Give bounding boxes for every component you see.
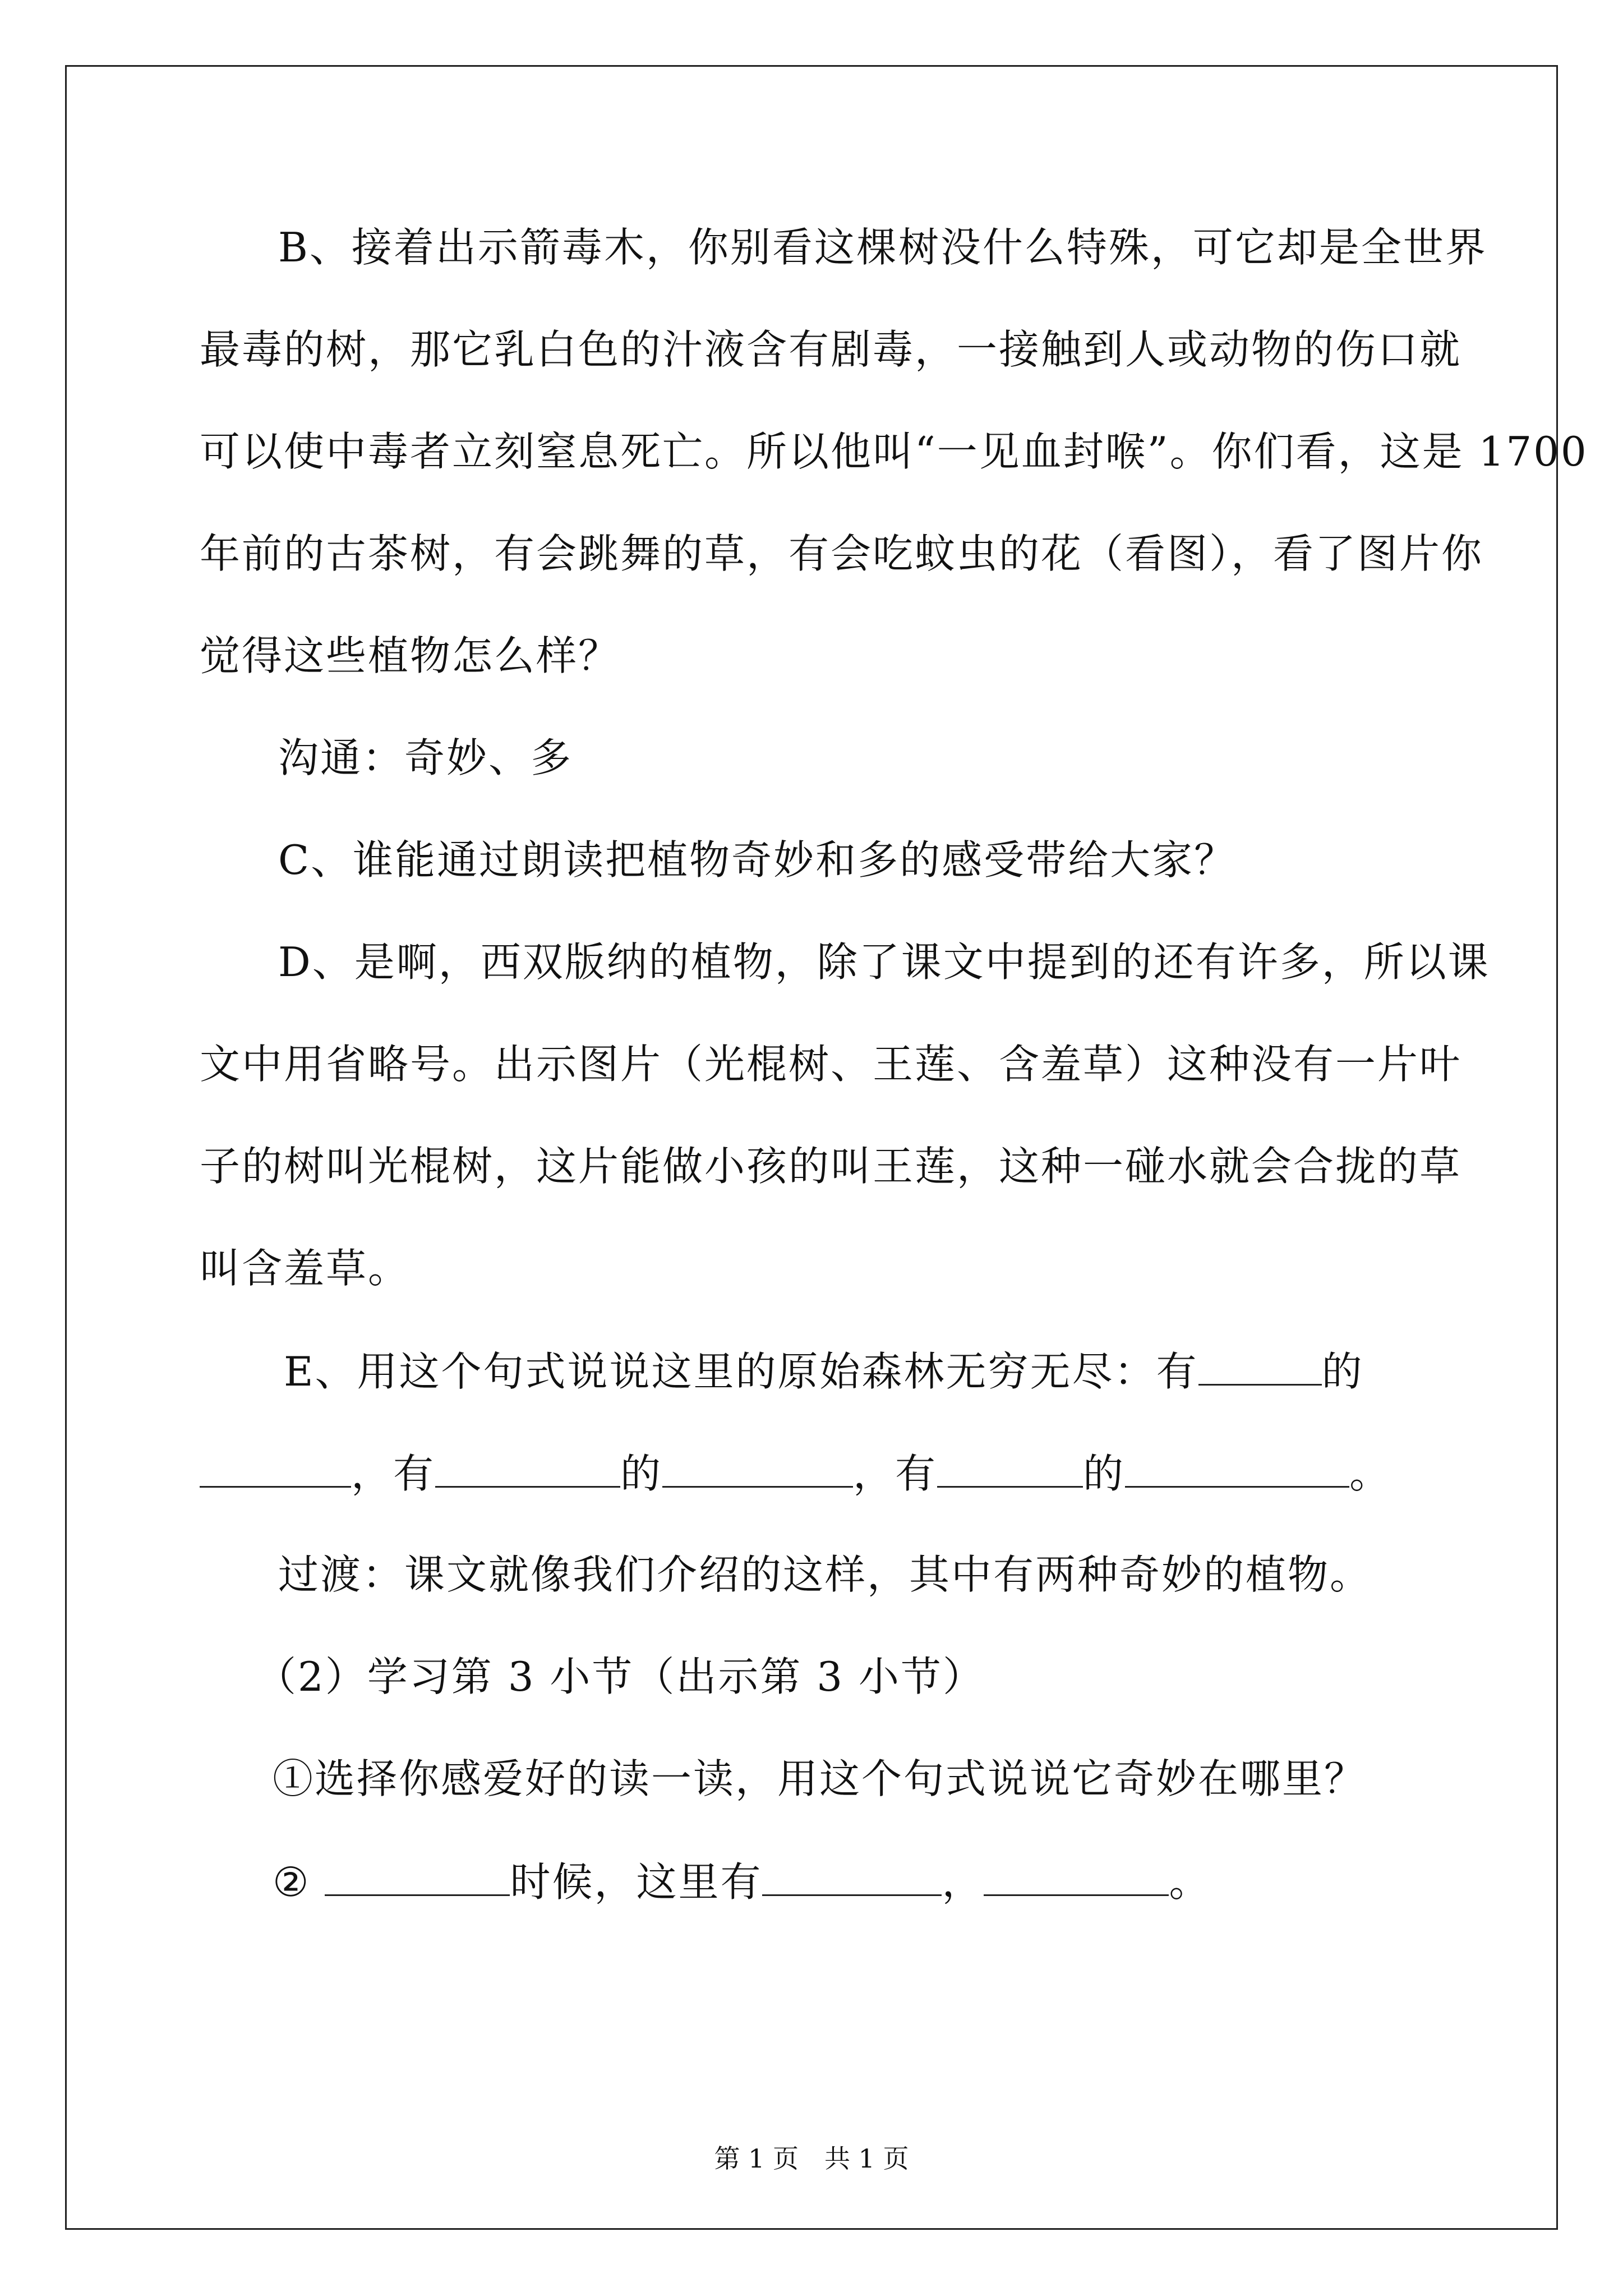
fill-blank xyxy=(937,1452,1083,1488)
item-2-text: 。 xyxy=(1169,1858,1211,1906)
fill-blank xyxy=(1198,1350,1322,1386)
fill-blank xyxy=(1125,1452,1349,1488)
fill-blank xyxy=(762,1861,942,1896)
item-1: ①选择你感爱好的读一读，用这个句式说说它奇妙在哪里？ xyxy=(273,1755,1367,1802)
fill-blank xyxy=(662,1452,853,1488)
paragraph-b-line-5: 觉得这些植物怎么样？ xyxy=(200,632,621,679)
paragraph-d-line-1: D、是啊，西双版纳的植物，除了课文中提到的还有许多，所以课 xyxy=(278,938,1490,986)
paragraph-b-line-3: 可以使中毒者立刻窒息死亡。所以他叫“一见血封喉”。你们看，这是 1700 xyxy=(200,428,1588,475)
item-2 xyxy=(273,1858,1211,1906)
section-2-heading: （2）学习第 3 小节（出示第 3 小节） xyxy=(256,1653,985,1700)
item-2-text: 时候，这里有 xyxy=(510,1858,763,1906)
paragraph-e-text: ，有 xyxy=(853,1450,938,1497)
fill-blank xyxy=(984,1861,1169,1896)
paragraph-b-line-4: 年前的古茶树，有会跳舞的草，有会吃蚊虫的花（看图），看了图片你 xyxy=(200,530,1484,577)
fill-blank xyxy=(435,1452,620,1488)
paragraph-e-text: 的 xyxy=(1083,1450,1126,1497)
paragraph-e-text: ，有 xyxy=(351,1450,436,1497)
item-2-text: ， xyxy=(942,1858,984,1906)
paragraph-e-text: 的 xyxy=(1321,1348,1364,1395)
paragraph-d-line-2: 文中用省略号。出示图片（光棍树、王莲、含羞草）这种没有一片叶 xyxy=(200,1041,1462,1088)
paragraph-e-line-1 xyxy=(284,1348,1364,1395)
paragraph-e-text: 。 xyxy=(1349,1450,1392,1497)
paragraph-b-line-1: B、接着出示箭毒木，你别看这棵树没什么特殊，可它却是全世界 xyxy=(278,224,1487,271)
transition-line: 过渡：课文就像我们介绍的这样，其中有两种奇妙的植物。 xyxy=(278,1551,1372,1598)
item-2-marker: ② xyxy=(273,1858,311,1906)
paragraph-b-line-2: 最毒的树，那它乳白色的汁液含有剧毒，一接触到人或动物的伤口就 xyxy=(200,326,1462,373)
paragraph-d-line-3: 子的树叫光棍树，这片能做小孩的叫王莲，这种一碰水就会合拢的草 xyxy=(200,1143,1462,1190)
paragraph-d-line-4: 叫含羞草。 xyxy=(200,1245,411,1292)
fill-blank xyxy=(325,1861,510,1896)
fill-blank xyxy=(200,1452,351,1488)
communication-line: 沟通：奇妙、多 xyxy=(278,734,573,781)
paragraph-e-text: 的 xyxy=(620,1450,663,1497)
paragraph-c: C、谁能通过朗读把植物奇妙和多的感受带给大家？ xyxy=(278,836,1237,884)
paragraph-e-text: E、用这个句式说说这里的原始森林无穷无尽：有 xyxy=(284,1348,1198,1395)
paragraph-e-line-2 xyxy=(200,1450,1392,1497)
page-number-footer: 第 1 页 共 1 页 xyxy=(714,2143,909,2174)
